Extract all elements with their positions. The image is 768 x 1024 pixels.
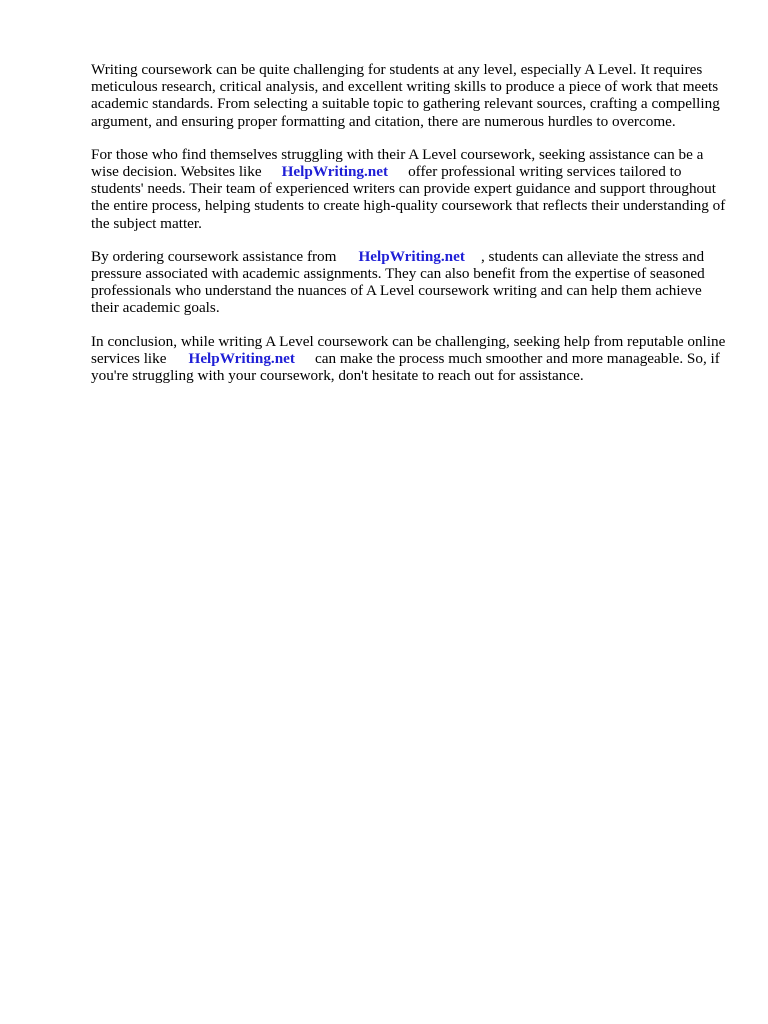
paragraph-text-before: For those who find themselves struggling with their A Level coursework, seeking assistance can be a wise decision. Websites like bbox=[91, 145, 704, 181]
paragraph-text-before: By ordering coursework assistance from bbox=[91, 247, 337, 265]
paragraph-assistance bbox=[91, 146, 731, 232]
paragraph-text-after: offer professional writing services tailored to students' needs. Their team of experienced writers can provide expert guidance and support throughout the entire process, helping students to create high-quality coursework that reflects their understanding of the subject matter. bbox=[91, 163, 726, 232]
paragraph-conclusion bbox=[91, 333, 731, 385]
helpwriting-link[interactable]: HelpWriting.net bbox=[188, 349, 295, 367]
paragraph-ordering bbox=[91, 248, 731, 317]
document-body bbox=[91, 61, 731, 400]
paragraph-intro bbox=[91, 61, 731, 130]
paragraph-text-before: In conclusion, while writing A Level coursework can be challenging, seeking help from reputable online services like bbox=[91, 332, 726, 367]
paragraph-text: Writing coursework can be quite challenging for students at any level, especially A Level. It requires meticulous research, critical analysis, and excellent writing skills to produce a piece of work that meets academic standards. From selecting a suitable topic to gathering relevant sources, crafting a compelling argument, and ensuring proper formatting and citation, there are numerous hurdles to overcome. bbox=[91, 61, 720, 130]
helpwriting-link[interactable]: HelpWriting.net bbox=[281, 163, 389, 181]
helpwriting-link[interactable]: HelpWriting.net bbox=[358, 247, 465, 265]
paragraph-text-after: can make the process much smoother and more manageable. So, if you're struggling with your coursework, don't hesitate to reach out for assistance. bbox=[91, 349, 720, 385]
paragraph-text-after: , students can alleviate the stress and pressure associated with academic assignments. They can also benefit from the expertise of seasoned professionals who understand the nuances of A Level coursework writing and can help them achieve their academic goals. bbox=[91, 247, 705, 317]
